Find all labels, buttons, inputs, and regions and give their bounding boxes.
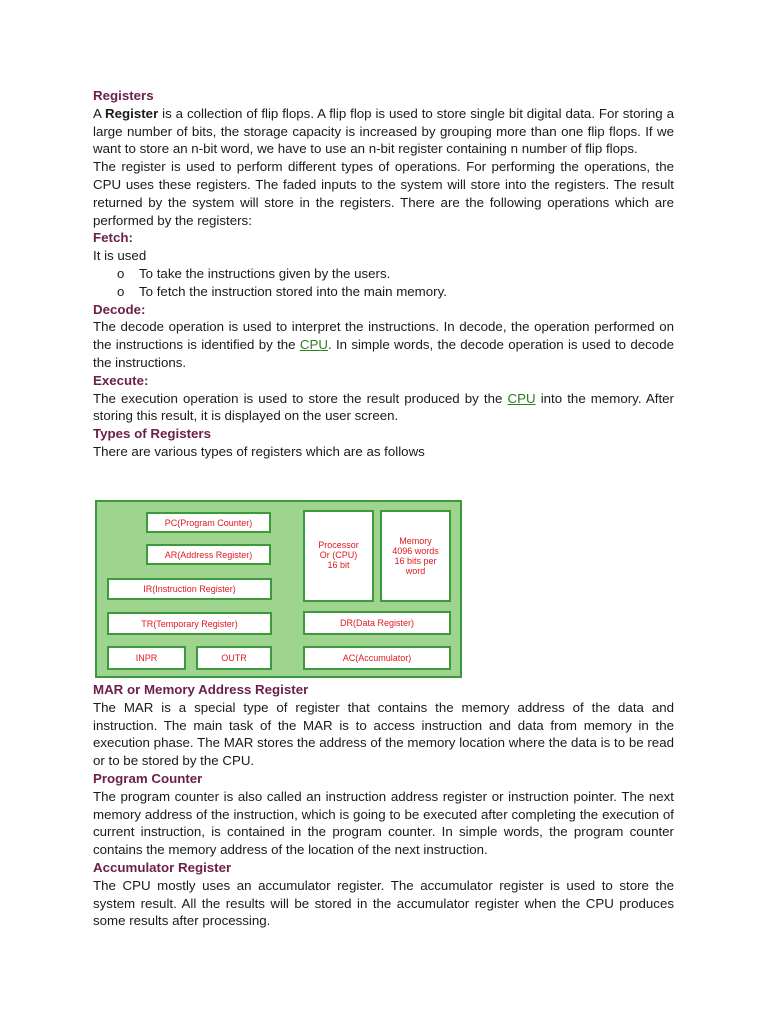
heading-mar: MAR or Memory Address Register xyxy=(93,682,309,697)
pc-box: PC(Program Counter) xyxy=(146,512,271,533)
ir-box: IR(Instruction Register) xyxy=(107,578,272,600)
register-term: Register xyxy=(105,105,159,121)
text-run: into the memory. After storing this result, it is displayed on the user screen. xyxy=(93,390,674,424)
decode-paragraph xyxy=(93,318,674,371)
register-diagram xyxy=(95,500,462,678)
registers-paragraph-1 xyxy=(93,105,674,158)
fetch-intro: It is used xyxy=(93,248,147,264)
text-run: The execution operation is used to store the result produced by the xyxy=(93,390,508,406)
list-item xyxy=(93,283,674,301)
types-intro: There are various types of registers which are as follows xyxy=(93,443,425,459)
box-line: word xyxy=(405,566,426,576)
processor-box xyxy=(303,510,374,602)
heading-accumulator: Accumulator Register xyxy=(93,859,232,875)
box-line: Memory xyxy=(399,536,432,546)
box-line: 16 bit xyxy=(327,560,350,570)
program-counter-paragraph: The program counter is also called an instruction address register or instruction pointer. The next memory address of the instruction, which is going to be executed after completing the execution of current instruction, is contained in the program counter. In simple words, the program counter contains the memory address of the location of the next instruction. xyxy=(93,788,674,858)
fetch-list xyxy=(93,265,674,301)
box-line: 16 bits per xyxy=(394,556,437,566)
text-run: A xyxy=(93,105,106,121)
list-item xyxy=(93,265,674,283)
document-body-lower xyxy=(93,681,674,930)
tr-box: TR(Temporary Register) xyxy=(107,612,272,635)
list-item-text: To fetch the instruction stored into the main memory. xyxy=(139,283,447,299)
dr-box: DR(Data Register) xyxy=(303,611,451,635)
memory-box xyxy=(380,510,451,602)
ar-box: AR(Address Register) xyxy=(146,544,271,565)
mar-paragraph: The MAR is a special type of register that contains the memory address of the data and instruction. The main task of the MAR is to access instruction and data from memory in the execution phase. The MAR stores the address of the memory location where the data is to be read or to be stored by the CPU. xyxy=(93,699,674,769)
cpu-link[interactable]: CPU xyxy=(507,390,536,406)
registers-paragraph-2: The register is used to perform different types of operations. For performing the operations, the CPU uses these registers. The faded inputs to the system will store into the registers. The result returned by the system will store in the registers. There are the following operations which are performed by the registers: xyxy=(93,159,674,228)
bullet-marker: o xyxy=(117,265,125,281)
box-line: 4096 words xyxy=(392,546,439,556)
heading-types-of-registers: Types of Registers xyxy=(93,426,211,442)
box-line: Or (CPU) xyxy=(319,550,358,560)
inpr-box: INPR xyxy=(107,646,186,670)
heading-execute: Execute: xyxy=(93,372,149,388)
list-item-text: To take the instructions given by the users. xyxy=(139,265,391,281)
text-run: . In simple words, the decode operation is used to decode the instructions. xyxy=(93,337,674,370)
execute-paragraph xyxy=(93,390,674,426)
cpu-link[interactable]: CPU xyxy=(299,337,328,353)
box-line: Processor xyxy=(318,540,359,550)
ac-box: AC(Accumulator) xyxy=(303,646,451,670)
text-run: is a collection of flip flops. A flip flop is used to store single bit digital data. For storing a large number of bits, the storage capacity is increased by grouping more than one flip flops. If we want to store an n-bit word, we have to use an n-bit register containing n number of flip flops. xyxy=(93,105,674,157)
heading-registers: Registers xyxy=(93,88,154,103)
heading-fetch: Fetch: xyxy=(93,230,133,246)
document-body xyxy=(93,87,674,461)
outr-box: OUTR xyxy=(196,646,272,670)
accumulator-paragraph: The CPU mostly uses an accumulator register. The accumulator register is used to store the system result. All the results will be stored in the accumulator register when the CPU produces some results after processing. xyxy=(93,877,674,929)
heading-decode: Decode: xyxy=(93,301,146,317)
heading-program-counter: Program Counter xyxy=(93,770,203,786)
bullet-marker: o xyxy=(117,283,125,299)
text-run: The decode operation is used to interpret the instructions. In decode, the operation performed on the instructions is identified by the xyxy=(93,319,674,353)
